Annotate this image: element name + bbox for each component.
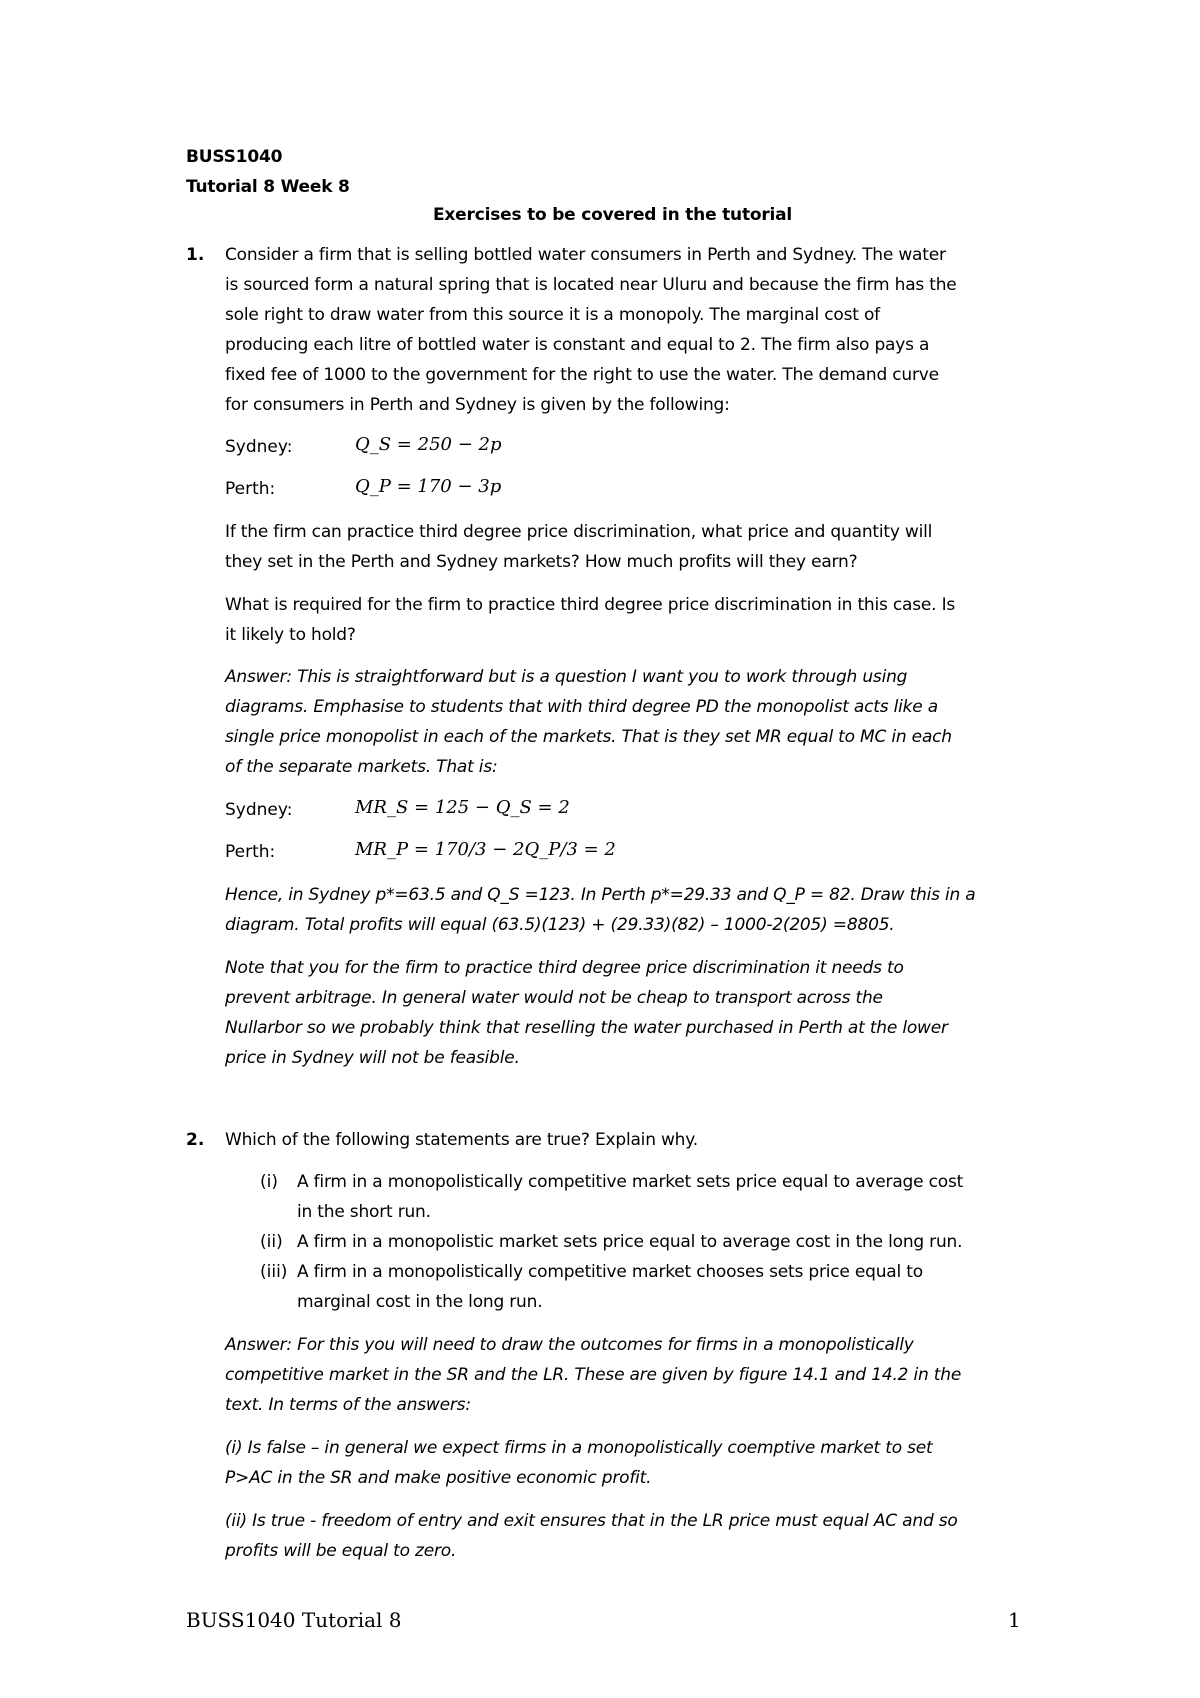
q2-item-ii-number: (ii) xyxy=(260,1232,283,1252)
q2-answer-ii-line-1: (ii) Is true - freedom of entry and exit ensures that in the LR price must equal AC and so xyxy=(225,1511,958,1531)
q1-answer-line-4: of the separate markets. That is: xyxy=(225,757,498,777)
tutorial-title: Tutorial 8 Week 8 xyxy=(186,177,350,197)
mr-sydney-eq-text: MR_S = 125 − Q_S = 2 xyxy=(355,797,570,818)
page-number: 1 xyxy=(1008,1608,1021,1632)
q2-answer-i-line-1: (i) Is false – in general we expect firms in a monopolistically coemptive market to set xyxy=(225,1438,933,1458)
sydney-demand-label: Sydney: xyxy=(225,437,293,457)
q1-line-2: is sourced form a natural spring that is located near Uluru and because the firm has the xyxy=(225,275,957,295)
mr-perth-label: Perth: xyxy=(225,842,276,862)
footer-title: BUSS1040 Tutorial 8 xyxy=(186,1608,402,1632)
perth-demand-equation xyxy=(355,476,501,497)
q2-item-iii-line-1: A firm in a monopolistically competitive market chooses sets price equal to xyxy=(297,1262,923,1282)
q1-note-line-4: price in Sydney will not be feasible. xyxy=(225,1048,520,1068)
q2-item-iii-line-2: marginal cost in the long run. xyxy=(297,1292,543,1312)
q1-question-b-line-2: it likely to hold? xyxy=(225,625,356,645)
q1-note-line-1: Note that you for the firm to practice third degree price discrimination it needs to xyxy=(225,958,904,978)
perth-demand-eq-text: Q_P = 170 − 3p xyxy=(355,476,502,497)
sydney-demand-eq-text: Q_S = 250 − 2p xyxy=(355,434,502,455)
q1-line-3: sole right to draw water from this source it is a monopoly. The marginal cost of xyxy=(225,305,880,325)
q1-question-a-line-1: If the firm can practice third degree price discrimination, what price and quantity will xyxy=(225,522,933,542)
q2-answer-line-2: competitive market in the SR and the LR. These are given by figure 14.1 and 14.2 in the xyxy=(225,1365,962,1385)
q2-item-ii-line-1: A firm in a monopolistic market sets price equal to average cost in the long run. xyxy=(297,1232,963,1252)
mr-perth-equation xyxy=(355,839,616,860)
q2-answer-i-line-2: P>AC in the SR and make positive economic profit. xyxy=(225,1468,652,1488)
q2-item-i-number: (i) xyxy=(260,1172,278,1192)
q1-question-a-line-2: they set in the Perth and Sydney markets? How much profits will they earn? xyxy=(225,552,858,572)
q2-item-iii-number: (iii) xyxy=(260,1262,288,1282)
q1-answer-line-2: diagrams. Emphasise to students that with third degree PD the monopolist acts like a xyxy=(225,697,938,717)
section-heading: Exercises to be covered in the tutorial xyxy=(433,205,793,225)
mr-sydney-equation xyxy=(355,797,570,818)
question-2-number: 2. xyxy=(186,1130,205,1150)
q1-question-b-line-1: What is required for the firm to practice third degree price discrimination in this case. Is xyxy=(225,595,956,615)
course-code: BUSS1040 xyxy=(186,147,283,167)
q1-line-4: producing each litre of bottled water is constant and equal to 2. The firm also pays a xyxy=(225,335,930,355)
perth-demand-label: Perth: xyxy=(225,479,276,499)
q1-note-line-3: Nullarbor so we probably think that reselling the water purchased in Perth at the lower xyxy=(225,1018,948,1038)
q2-answer-line-3: text. In terms of the answers: xyxy=(225,1395,471,1415)
question-1-number: 1. xyxy=(186,245,205,265)
q1-result-line-1: Hence, in Sydney p*=63.5 and Q_S =123. In Perth p*=29.33 and Q_P = 82. Draw this in a xyxy=(225,885,976,905)
q2-answer-line-1: Answer: For this you will need to draw the outcomes for firms in a monopolistically xyxy=(225,1335,914,1355)
q2-item-i-line-2: in the short run. xyxy=(297,1202,431,1222)
mr-sydney-label: Sydney: xyxy=(225,800,293,820)
q1-answer-line-1: Answer: This is straightforward but is a question I want you to work through using xyxy=(225,667,908,687)
q1-result-line-2: diagram. Total profits will equal (63.5)(123) + (29.33)(82) – 1000-2(205) =8805. xyxy=(225,915,895,935)
q1-line-1: Consider a firm that is selling bottled water consumers in Perth and Sydney. The water xyxy=(225,245,946,265)
sydney-demand-equation xyxy=(355,434,501,455)
q2-item-i-line-1: A firm in a monopolistically competitive market sets price equal to average cost xyxy=(297,1172,964,1192)
q1-note-line-2: prevent arbitrage. In general water would not be cheap to transport across the xyxy=(225,988,883,1008)
q1-answer-line-3: single price monopolist in each of the markets. That is they set MR equal to MC in each xyxy=(225,727,952,747)
q1-line-6: for consumers in Perth and Sydney is given by the following: xyxy=(225,395,730,415)
mr-perth-eq-text: MR_P = 170/3 − 2Q_P/3 = 2 xyxy=(355,839,616,860)
q2-answer-ii-line-2: profits will be equal to zero. xyxy=(225,1541,457,1561)
q2-question: Which of the following statements are true? Explain why. xyxy=(225,1130,698,1150)
q1-line-5: fixed fee of 1000 to the government for the right to use the water. The demand curve xyxy=(225,365,939,385)
